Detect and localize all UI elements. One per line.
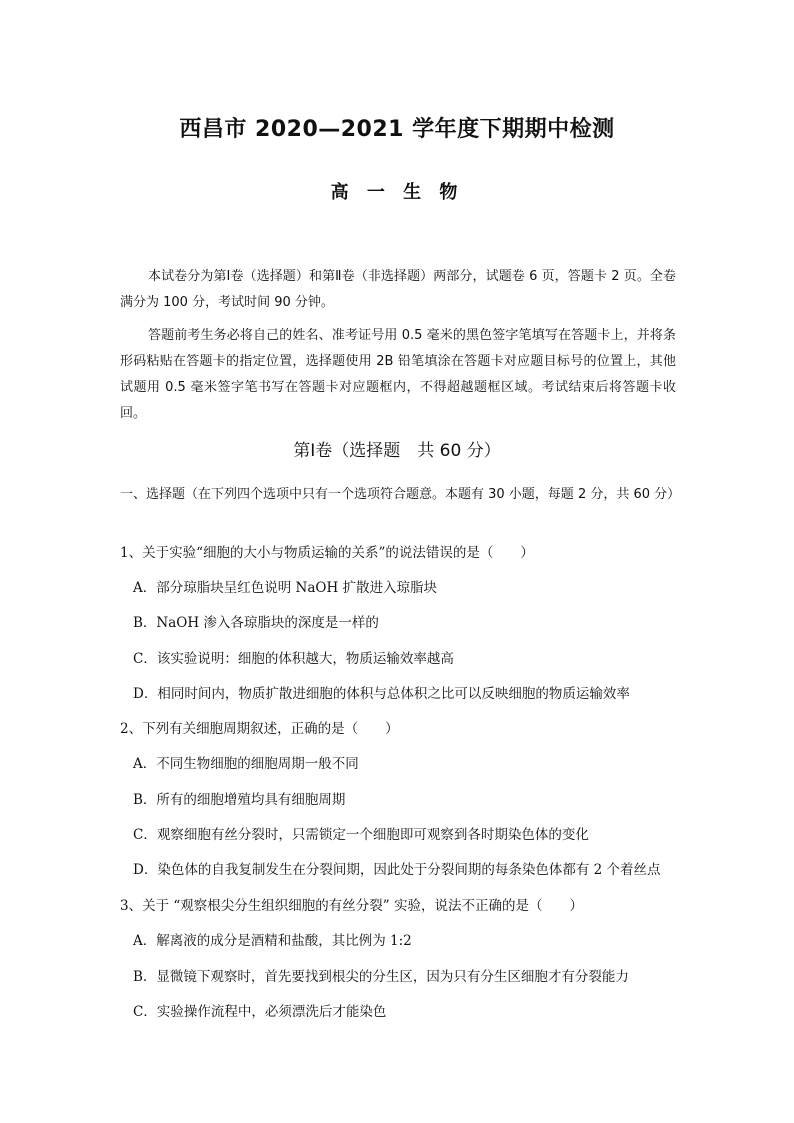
question-1-option-a: A．部分琼脂块呈红色说明 NaOH 扩散进入琼脂块	[133, 580, 438, 596]
question-3-option-a: A．解离液的成分是酒精和盐酸，其比例为 1:2	[133, 933, 412, 949]
question-1-option-b: B．NaOH 渗入各琼脂块的深度是一样的	[133, 615, 379, 631]
question-2-option-b: B．所有的细胞增殖均具有细胞周期	[133, 792, 346, 808]
question-3-stem: 3、关于 “观察根尖分生组织细胞的有丝分裂” 实验，说法不正确的是（ ）	[120, 898, 583, 914]
page-title: 西昌市 2020—2021 学年度下期期中检测	[179, 117, 615, 142]
question-2-stem: 2、下列有关细胞周期叙述，正确的是（ ）	[120, 721, 399, 737]
section-instruction: 一、选择题（在下列四个选项中只有一个选项符合题意。本题有 30 小题，每题 2 分，共 60 分）	[120, 487, 681, 502]
question-1-option-c: C．该实验说明：细胞的体积越大，物质运输效率越高	[133, 651, 454, 667]
question-3-option-b: B．显微镜下观察时，首先要找到根尖的分生区，因为只有分生区细胞才有分裂能力	[133, 969, 629, 985]
intro-paragraph-2: 答题前考生务必将自己的姓名、准考证号用 0.5 毫米的黑色签字笔填写在答题卡上，并将条形码粘贴在答题卡的指定位置，选择题使用 2B 铅笔填涂在答题卡对应题目标号的位置上，其他试题用 0.5 毫米签字笔书写在答题卡对应题框内，不得超越题框区域。考试结束后将答题卡收回。	[120, 328, 676, 421]
question-2-option-a: A．不同生物细胞的细胞周期一般不同	[133, 756, 359, 772]
section-title: 第Ⅰ卷（选择题 共 60 分）	[293, 441, 501, 461]
question-1-option-d: D．相同时间内，物质扩散进细胞的体积与总体积之比可以反映细胞的物质运输效率	[133, 686, 630, 702]
question-3-option-c: C．实验操作流程中，必须漂洗后才能染色	[133, 1004, 387, 1020]
question-1-stem: 1、关于实验“细胞的大小与物质运输的关系”的说法错误的是（ ）	[120, 545, 534, 561]
question-2-option-d: D．染色体的自我复制发生在分裂间期，因此处于分裂间期的每条染色体都有 2 个着丝点	[133, 862, 661, 878]
page-subtitle: 高 一 生 物	[330, 182, 464, 203]
intro-paragraph-1: 本试卷分为第Ⅰ卷（选择题）和第Ⅱ卷（非选择题）两部分，试题卷 6 页，答题卡 2 页。全卷满分为 100 分，考试时间 90 分钟。	[120, 269, 676, 310]
question-2-option-c: C．观察细胞有丝分裂时，只需锁定一个细胞即可观察到各时期染色体的变化	[133, 827, 589, 843]
